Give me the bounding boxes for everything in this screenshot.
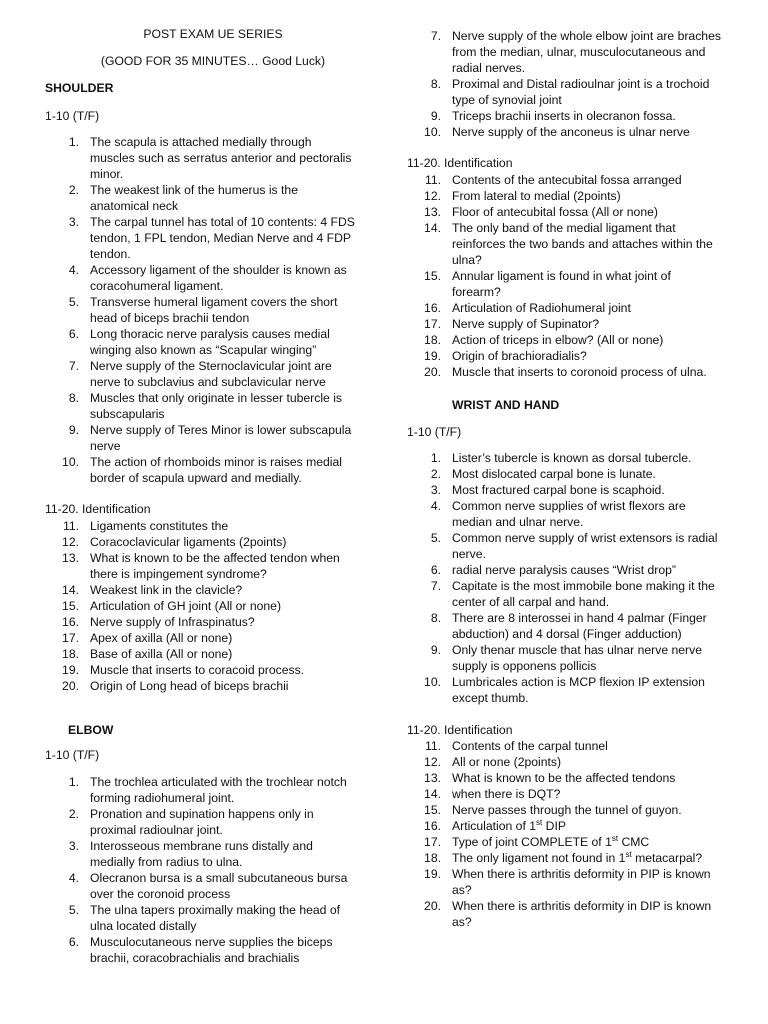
item-number: 14. (424, 221, 441, 235)
superscript: st (611, 833, 619, 843)
item-text: The action of rhomboids minor is raises medial border of scapula upward and medially. (90, 455, 342, 485)
item-text: Olecranon bursa is a small subcutaneous bursa over the coronoid process (90, 871, 348, 901)
item-text: Accessory ligament of the shoulder is known as coracohumeral ligament. (90, 263, 347, 293)
item-text: Nerve supply of the anconeus is ulnar nerve (452, 125, 690, 139)
document-title: POST EXAM UE SERIES (143, 27, 283, 41)
elbow-tf-label: 1-10 (T/F) (45, 748, 100, 762)
item-number: 11. (424, 173, 441, 187)
item-text: Common nerve supply of wrist extensors is radial nerve. (452, 531, 718, 561)
superscript: st (536, 817, 543, 827)
item-number: 17. (424, 835, 441, 849)
item-text: Origin of Long head of biceps brachii (90, 679, 289, 693)
elbow-heading: ELBOW (68, 723, 114, 737)
item-number: 5. (68, 295, 79, 309)
item-number: 8. (430, 77, 441, 91)
item-text: Pronation and supination happens only in proximal radioulnar joint. (90, 807, 314, 837)
item-text: Contents of the carpal tunnel (452, 739, 608, 753)
item-number: 1. (430, 451, 441, 465)
item-text: What is known to be the affected tendon when there is impingement syndrome? (90, 551, 340, 581)
item-number: 15. (62, 599, 79, 613)
item-text: Articulation of 1st DIP (452, 817, 566, 833)
item-text: Annular ligament is found in what joint of forearm? (452, 269, 671, 299)
item-number: 12. (424, 189, 441, 203)
item-text: Action of triceps in elbow? (All or none) (452, 333, 664, 347)
item-number: 10. (424, 125, 441, 139)
item-number: 9. (430, 109, 441, 123)
item-number: 18. (62, 647, 79, 661)
item-text: Nerve supply of Teres Minor is lower subscapula nerve (90, 423, 352, 453)
item-text: Proximal and Distal radioulnar joint is a trochoid type of synovial joint (452, 77, 710, 107)
item-text: Lumbricales action is MCP flexion IP extension except thumb. (452, 675, 705, 705)
item-number: 20. (424, 899, 441, 913)
superscript: st (625, 849, 632, 859)
item-number: 14. (424, 787, 441, 801)
item-text: The trochlea articulated with the trochlear notch forming radiohumeral joint. (90, 775, 347, 805)
item-text: Articulation of GH joint (All or none) (90, 599, 282, 613)
item-number: 16. (424, 301, 441, 315)
item-number: 19. (62, 663, 79, 677)
item-number: 14. (62, 583, 79, 597)
wrist-heading: WRIST AND HAND (452, 398, 560, 412)
item-number: 10. (424, 675, 441, 689)
item-text: Only thenar muscle that has ulnar nerve nerve supply is opponens pollicis (452, 643, 702, 673)
item-text: Triceps brachii inserts in olecranon fossa. (452, 109, 676, 123)
item-text: All or none (2points) (452, 755, 562, 769)
item-number: 4. (68, 263, 79, 277)
item-number: 12. (424, 755, 441, 769)
item-number: 18. (424, 333, 441, 347)
item-text: Muscle that inserts to coronoid process of ulna. (452, 365, 707, 379)
item-number: 13. (424, 771, 441, 785)
wrist-id-label: 11-20. Identification (407, 723, 513, 737)
item-number: 2. (68, 807, 79, 821)
item-text: Apex of axilla (All or none) (90, 631, 233, 645)
item-text: Most fractured carpal bone is scaphoid. (452, 483, 665, 497)
item-text: Weakest link in the clavicle? (90, 583, 243, 597)
item-number: 13. (62, 551, 79, 565)
item-text: When there is arthritis deformity in DIP is known as? (452, 899, 712, 929)
item-number: 3. (430, 483, 441, 497)
item-text: The carpal tunnel has total of 10 contents: 4 FDS tendon, 1 FPL tendon, Median Nerve and 4 FDP tendon. (90, 215, 355, 261)
item-number: 8. (68, 391, 79, 405)
item-number: 7. (430, 29, 441, 43)
item-text: Origin of brachioradialis? (452, 349, 587, 363)
item-text: Coracoclavicular ligaments (2points) (90, 535, 287, 549)
item-text: The weakest link of the humerus is the anatomical neck (90, 183, 298, 213)
item-number: 3. (68, 839, 79, 853)
item-text: Ligaments constitutes the (90, 519, 229, 533)
item-number: 11. (62, 519, 79, 533)
item-number: 6. (68, 935, 79, 949)
item-text: The ulna tapers proximally making the head of ulna located distally (90, 903, 340, 933)
item-number: 10. (62, 455, 79, 469)
item-text: Type of joint COMPLETE of 1st CMC (452, 833, 650, 849)
item-number: 12. (62, 535, 79, 549)
item-number: 20. (62, 679, 79, 693)
item-number: 18. (424, 851, 441, 865)
item-number: 5. (430, 531, 441, 545)
item-number: 17. (424, 317, 441, 331)
item-number: 16. (424, 819, 441, 833)
item-text: There are 8 interossei in hand 4 palmar (Finger abduction) and 4 dorsal (Finger adduction) (452, 611, 707, 641)
item-text: Common nerve supplies of wrist flexors are median and ulnar nerve. (452, 499, 686, 529)
item-number: 4. (68, 871, 79, 885)
item-text: What is known to be the affected tendons (452, 771, 676, 785)
item-text: Musculocutaneous nerve supplies the biceps brachii, coracobrachialis and brachialis (90, 935, 333, 965)
item-text: Muscles that only originate in lesser tubercle is subscapularis (90, 391, 342, 421)
item-number: 16. (62, 615, 79, 629)
item-number: 2. (68, 183, 79, 197)
item-number: 2. (430, 467, 441, 481)
item-text: Most dislocated carpal bone is lunate. (452, 467, 656, 481)
shoulder-tf-label: 1-10 (T/F) (45, 109, 100, 123)
item-text: Base of axilla (All or none) (90, 647, 233, 661)
item-text: Articulation of Radiohumeral joint (452, 301, 631, 315)
shoulder-id-label: 11-20. Identification (45, 502, 151, 516)
item-text: The only band of the medial ligament that reinforces the two bands and attaches within the ulna? (452, 221, 713, 267)
item-text: Nerve supply of Supinator? (452, 317, 600, 331)
item-text: Nerve supply of Infraspinatus? (90, 615, 255, 629)
item-text: when there is DQT? (452, 787, 561, 801)
item-number: 17. (62, 631, 79, 645)
elbow-id-label: 11-20. Identification (407, 156, 513, 170)
item-number: 11. (424, 739, 441, 753)
item-text: From lateral to medial (2points) (452, 189, 621, 203)
item-number: 9. (68, 423, 79, 437)
item-number: 7. (430, 579, 441, 593)
item-text: Floor of antecubital fossa (All or none) (452, 205, 658, 219)
item-number: 5. (68, 903, 79, 917)
item-text: radial nerve paralysis causes “Wrist drop” (452, 563, 676, 577)
item-text: The only ligament not found in 1st metacarpal? (452, 849, 703, 865)
document-subtitle: (GOOD FOR 35 MINUTES… Good Luck) (100, 54, 326, 68)
item-text: Capitate is the most immobile bone making it the center of all carpal and hand. (452, 579, 715, 609)
item-number: 15. (424, 803, 441, 817)
item-number: 6. (430, 563, 441, 577)
item-text: Nerve passes through the tunnel of guyon. (452, 803, 682, 817)
item-text: Muscle that inserts to coracoid process. (90, 663, 305, 677)
item-number: 20. (424, 365, 441, 379)
item-number: 6. (68, 327, 79, 341)
wrist-tf-label: 1-10 (T/F) (407, 425, 462, 439)
item-number: 1. (68, 775, 79, 789)
item-text: Lister’s tubercle is known as dorsal tubercle. (452, 451, 692, 465)
shoulder-heading: SHOULDER (45, 81, 114, 95)
item-text: Long thoracic nerve paralysis causes medial winging also known as “Scapular winging” (90, 327, 330, 357)
item-text: Interosseous membrane runs distally and medially from radius to ulna. (90, 839, 313, 869)
item-number: 1. (68, 135, 79, 149)
item-text: When there is arthritis deformity in PIP is known as? (452, 867, 711, 897)
item-text: Contents of the antecubital fossa arranged (452, 173, 682, 187)
item-number: 4. (430, 499, 441, 513)
item-text: Transverse humeral ligament covers the short head of biceps brachii tendon (90, 295, 338, 325)
item-number: 8. (430, 611, 441, 625)
item-number: 3. (68, 215, 79, 229)
item-number: 15. (424, 269, 441, 283)
item-number: 19. (424, 349, 441, 363)
item-text: Nerve supply of the Sternoclavicular joint are nerve to subclavius and subclavicular nerve (90, 359, 332, 389)
item-number: 9. (430, 643, 441, 657)
item-number: 19. (424, 867, 441, 881)
item-text: The scapula is attached medially through muscles such as serratus anterior and pectoralis minor. (90, 135, 352, 181)
item-number: 13. (424, 205, 441, 219)
item-number: 7. (68, 359, 79, 373)
item-text: Nerve supply of the whole elbow joint are braches from the median, ulnar, musculocutaneous and radial nerves. (452, 29, 721, 75)
